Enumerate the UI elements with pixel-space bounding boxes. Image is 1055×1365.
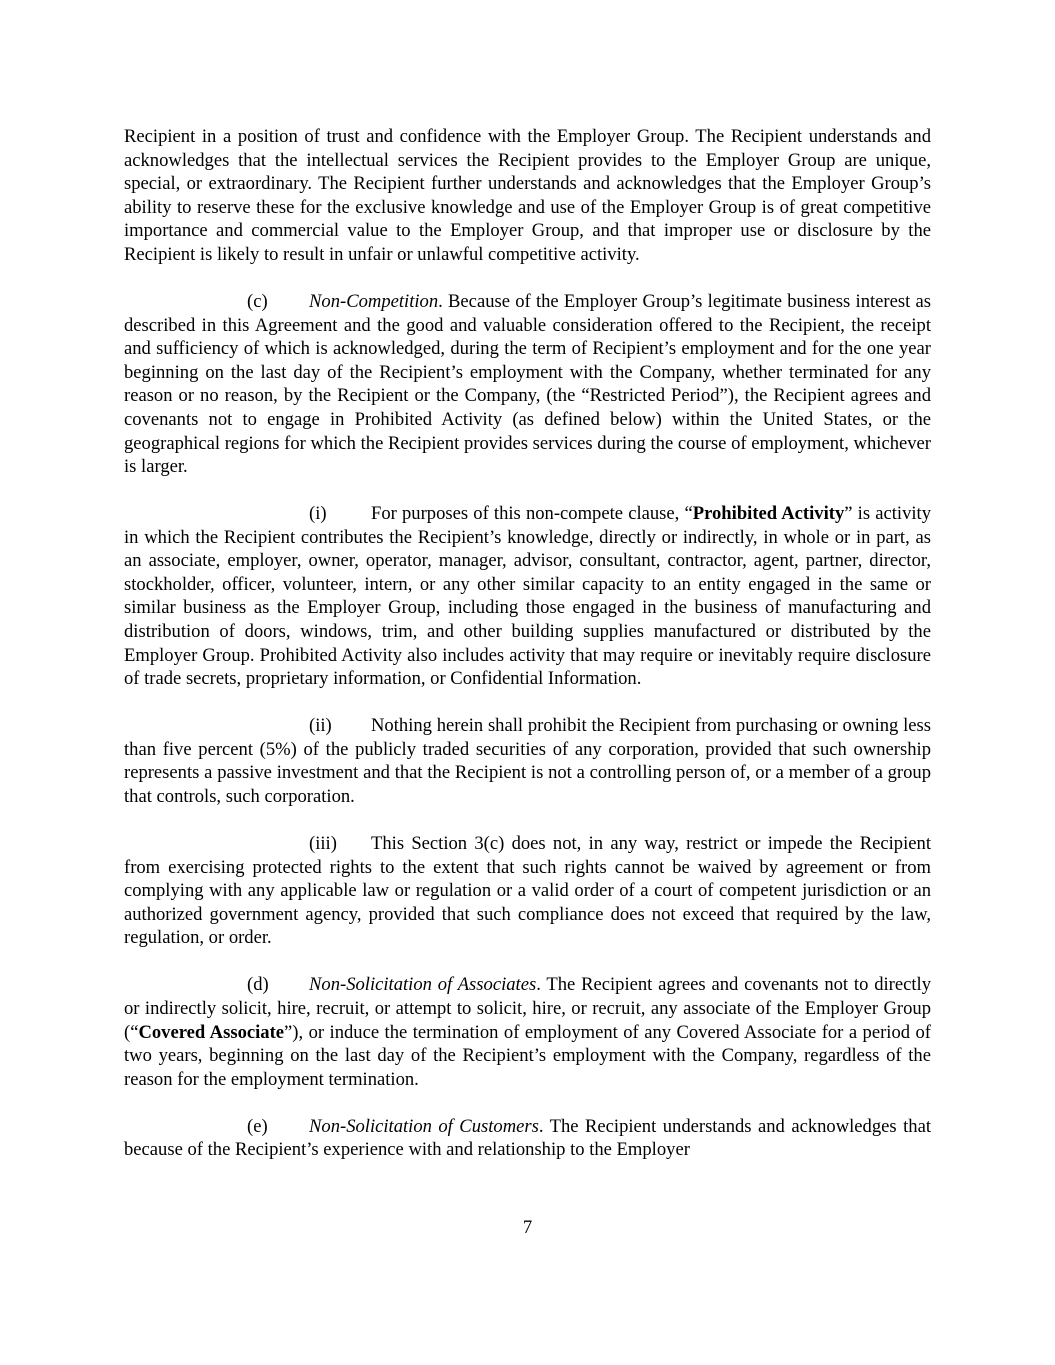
paragraph-marker: (iii) [309, 833, 337, 854]
defined-term: Prohibited Activity [692, 503, 845, 525]
paragraph-c-ii [124, 714, 931, 808]
intro-text: Recipient in a position of trust and confidence with the Employer Group. The Recipient understands and acknowledges that the intellectual services the Recipient provides to the Employer Group are unique, special, or extraordinary. The Recipient further understands and acknowledges that the Employer Group’s ability to reserve these for the exclusive knowledge and use of the Employer Group is of great competitive importance and commercial value to the Employer Group, and that improper use or disclosure by the Recipient is likely to result in unfair or unlawful competitive activity. [124, 126, 931, 265]
heading-punctuation: . [536, 974, 541, 996]
section-heading: Non-Solicitation of Customers [309, 1115, 539, 1137]
paragraph-text: The Recipient understands and acknowledges that because of the Recipient’s experience with and relationship to the Employer [124, 1115, 931, 1161]
heading-punctuation: . [538, 1115, 544, 1137]
paragraph-text: ” is activity in which the Recipient contributes the Recipient’s knowledge, directly or indirectly, in whole or in part, as an associate, employer, owner, operator, manager, advisor, consultant, contractor, agent, partner, director, stockholder, officer, volunteer, intern, or any other similar capacity to an entity engaged in the same or similar business as the Employer Group, including those engaged in the business of manufacturing and distribution of doors, windows, trim, and other building supplies manufactured or distributed by the Employer Group. Prohibited Activity also includes activity that may require or inevitably require disclosure of trade secrets, proprietary information, or Confidential Information. [124, 503, 932, 690]
paragraph-d-non-solicitation-associates [124, 973, 931, 1091]
paragraph-marker: (c) [247, 290, 268, 312]
defined-term: Covered Associate [138, 1021, 285, 1043]
paragraph-intro [124, 125, 931, 267]
paragraph-marker: (e) [247, 1115, 268, 1137]
paragraph-c-i-prohibited-activity [124, 502, 931, 691]
paragraph-text: This Section 3(c) does not, in any way, restrict or impede the Recipient from exercising protected rights to the extent that such rights cannot be waived by agreement or from complying with any applicable law or regulation or a valid order of a court of competent jurisdiction or an authorized government agency, provided that such compliance does not exceed that required by the law, regulation, or order. [124, 833, 931, 949]
paragraph-text: For purposes of this non-compete clause, “ [371, 503, 693, 525]
paragraph-c-non-competition [124, 290, 931, 479]
paragraph-marker: (d) [247, 974, 269, 996]
page-number: 7 [522, 1217, 533, 1238]
section-heading: Non-Solicitation of Associates [309, 974, 537, 996]
paragraph-text: ”), or induce the termination of employment of any Covered Associate for a period of two years, beginning on the last day of the Recipient’s employment with the Company, regardless of the reason for the employment termination. [124, 1021, 931, 1090]
paragraph-text: Because of the Employer Group’s legitimate business interest as described in this Agreement and the good and valuable consideration offered to the Recipient, the receipt and sufficiency of which is acknowledged, during the term of Recipient’s employment and for the one year beginning on the last day of the Recipient’s employment with the Company, whether terminated for any reason or no reason, by the Recipient or the Company, (the “Restricted Period”), the Recipient agrees and covenants not to engage in Prohibited Activity (as defined below) within the United States, or the geographical regions for which the Recipient provides services during the course of employment, whichever is larger. [124, 290, 931, 478]
paragraph-e-non-solicitation-customers [124, 1115, 931, 1162]
section-heading: Non-Competition [309, 290, 439, 312]
heading-punctuation: . [438, 290, 443, 312]
document-page [124, 125, 931, 1185]
paragraph-marker: (i) [309, 503, 327, 525]
paragraph-c-iii [124, 832, 931, 950]
paragraph-text: The Recipient agrees and covenants not to directly or indirectly solicit, hire, recruit, or attempt to solicit, hire, or recruit, any associate of the Employer Group (“ [124, 974, 931, 1043]
paragraph-text: Nothing herein shall prohibit the Recipient from purchasing or owning less than five percent (5%) of the publicly traded securities of any corporation, provided that such ownership represents a passive investment and that the Recipient is not a controlling person of, or a member of a group that controls, such corporation. [124, 715, 931, 808]
paragraph-marker: (ii) [309, 715, 332, 737]
